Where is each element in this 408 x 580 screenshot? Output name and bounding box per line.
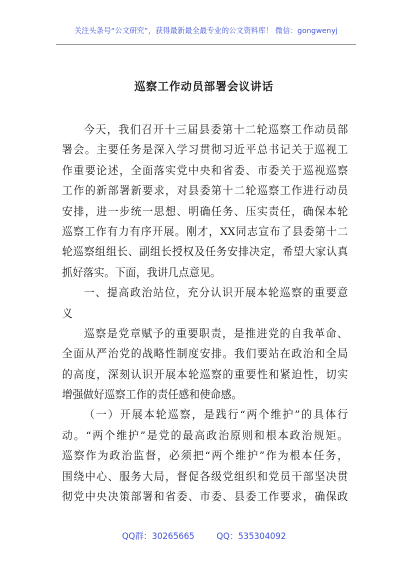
footer-contacts <box>0 530 408 542</box>
body-text-line: 动。“两个维护”是党的最高政治原则和根本政治规矩。 <box>62 429 348 442</box>
footer-qq-group: QQ群：30265665 <box>121 531 195 541</box>
body-text-line: 围绕中心、服务大局，督促各级党组织和党员干部坚决贯 <box>62 470 348 483</box>
body-text-line: 安排，进一步统一思想、明确任务、压实责任，确保本轮 <box>62 205 348 218</box>
body-text-line: （一）开展本轮巡察，是践行“两个维护”的具体行 <box>84 409 348 422</box>
body-text-line: 今天，我们召开十三届县委第十二轮巡察工作动员部 <box>84 124 348 136</box>
body-text-line: 巡察工作有力有序开展。刚才，XX同志宣布了县委第十二 <box>62 225 348 238</box>
body-text-line: 工作的新部署新要求，对县委第十二轮巡察工作进行动员 <box>62 185 348 198</box>
body-text-line: 抓好落实。下面，我讲几点意见。 <box>62 266 221 279</box>
page-title: 巡察工作动员部署会议讲话 <box>134 80 274 93</box>
body-text-line: 彻党中央决策部署和省委、市委、县委工作要求，确保政 <box>62 491 348 504</box>
body-text-line: 作重要论述，全面落实党中央和省委、市委关于巡视巡察 <box>62 164 348 177</box>
document-body <box>62 120 348 507</box>
header-banner: 关注头条号“公文研究”，获得最新最全最专业的公文资料库！ 微信：gongwenyj <box>74 26 338 35</box>
header-divider <box>56 44 356 45</box>
body-text-line: 义 <box>62 307 73 320</box>
body-text-line: 全面从严治党的战略性制度安排。我们要站在政治和全局 <box>62 348 348 361</box>
body-text-line: 巡察作为政治监督，必须把“两个维护”作为根本任务， <box>62 450 348 463</box>
body-text-line: 的高度，深刻认识开展本轮巡察的重要性和紧迫性，切实 <box>62 368 348 381</box>
body-text-line: 轮巡察组组长、副组长授权及任务安排决定，希望大家认真 <box>62 246 348 259</box>
body-text-line: 巡察是党章赋予的重要职责，是推进党的自我革命、 <box>84 327 348 340</box>
footer-qq: QQ：535304092 <box>216 531 287 541</box>
body-text-line: 署会。主要任务是深入学习贯彻习近平总书记关于巡视工 <box>62 144 348 157</box>
body-text-line: 一、提高政治站位，充分认识开展本轮巡察的重要意 <box>84 287 348 300</box>
body-text-line: 增强做好巡察工作的责任感和使命感。 <box>62 389 243 402</box>
